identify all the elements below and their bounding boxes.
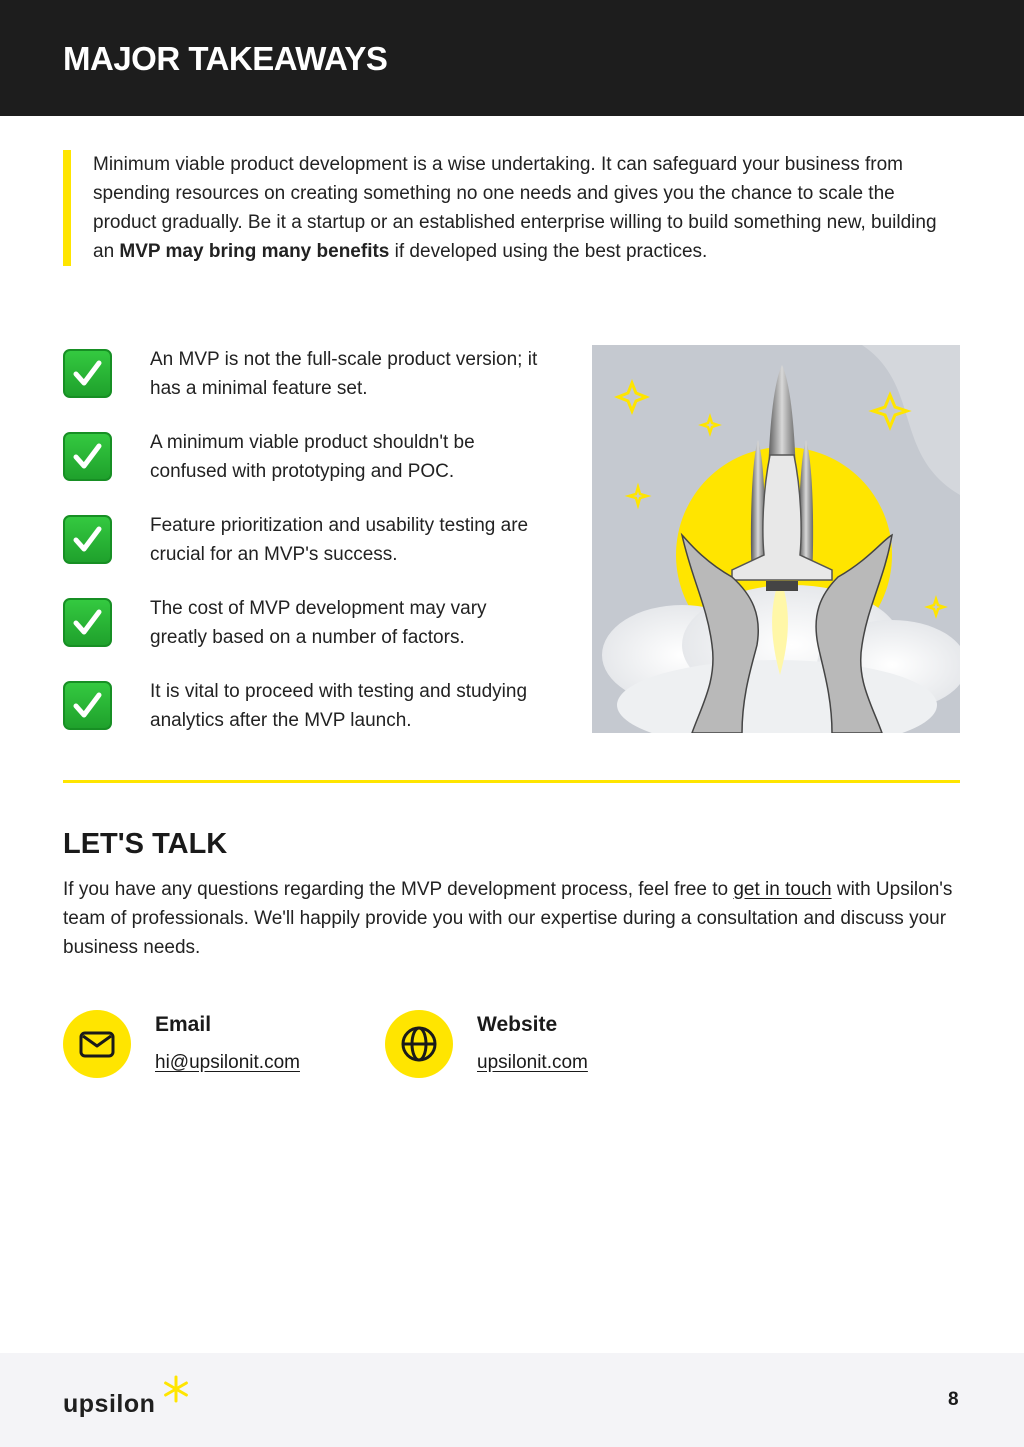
checkmark-icon [63, 681, 112, 730]
header-bar [0, 0, 1024, 116]
section-divider [63, 780, 960, 783]
lets-talk-text-end: with Upsilon's team of professionals. We'll happily provide you with our expertise during a consultation and discuss your business needs. [63, 879, 953, 958]
asterisk-logo-icon [162, 1375, 190, 1408]
list-item [63, 345, 543, 428]
globe-icon [385, 1010, 453, 1078]
lets-talk-title: LET'S TALK [63, 828, 228, 860]
checkmark-icon [63, 349, 112, 398]
intro-text-end: if developed using the best practices. [389, 241, 708, 262]
takeaway-text: A minimum viable product shouldn't be confused with prototyping and POC. [150, 432, 475, 482]
upsilon-logo: upsilon [63, 1390, 156, 1418]
email-link[interactable]: hi@upsilonit.com [155, 1052, 300, 1073]
lets-talk-text-start: If you have any questions regarding the MVP development process, feel free to [63, 879, 734, 900]
list-item [63, 594, 543, 677]
list-item [63, 428, 543, 511]
takeaway-text: An MVP is not the full-scale product version; it has a minimal feature set. [150, 349, 538, 399]
checkmark-icon [63, 432, 112, 481]
page-title: MAJOR TAKEAWAYS [63, 40, 388, 77]
website-link[interactable]: upsilonit.com [477, 1052, 588, 1073]
takeaway-text: It is vital to proceed with testing and studying analytics after the MVP launch. [150, 681, 528, 731]
takeaway-list [63, 345, 543, 760]
website-label: Website [477, 1013, 558, 1036]
checkmark-icon [63, 515, 112, 564]
intro-bold: MVP may bring many benefits [119, 241, 390, 262]
rocket-illustration [592, 345, 960, 733]
page-number: 8 [948, 1389, 959, 1410]
takeaway-text: The cost of MVP development may vary greatly based on a number of factors. [150, 598, 487, 648]
email-label: Email [155, 1013, 212, 1036]
takeaway-text: Feature prioritization and usability testing are crucial for an MVP's success. [150, 515, 529, 565]
list-item [63, 511, 543, 594]
intro-text-start: Minimum viable product development is a wise undertaking. It can safeguard your business from spending resources on creating something no one needs and gives you the chance to scale the product gradually. Be it a startup or an established enterprise willing to build something new, building an [93, 154, 937, 262]
list-item [63, 677, 543, 760]
get-in-touch-link[interactable]: get in touch [733, 879, 832, 900]
intro-quote [63, 150, 943, 266]
checkmark-icon [63, 598, 112, 647]
lets-talk-text [63, 875, 963, 962]
envelope-icon [63, 1010, 131, 1078]
